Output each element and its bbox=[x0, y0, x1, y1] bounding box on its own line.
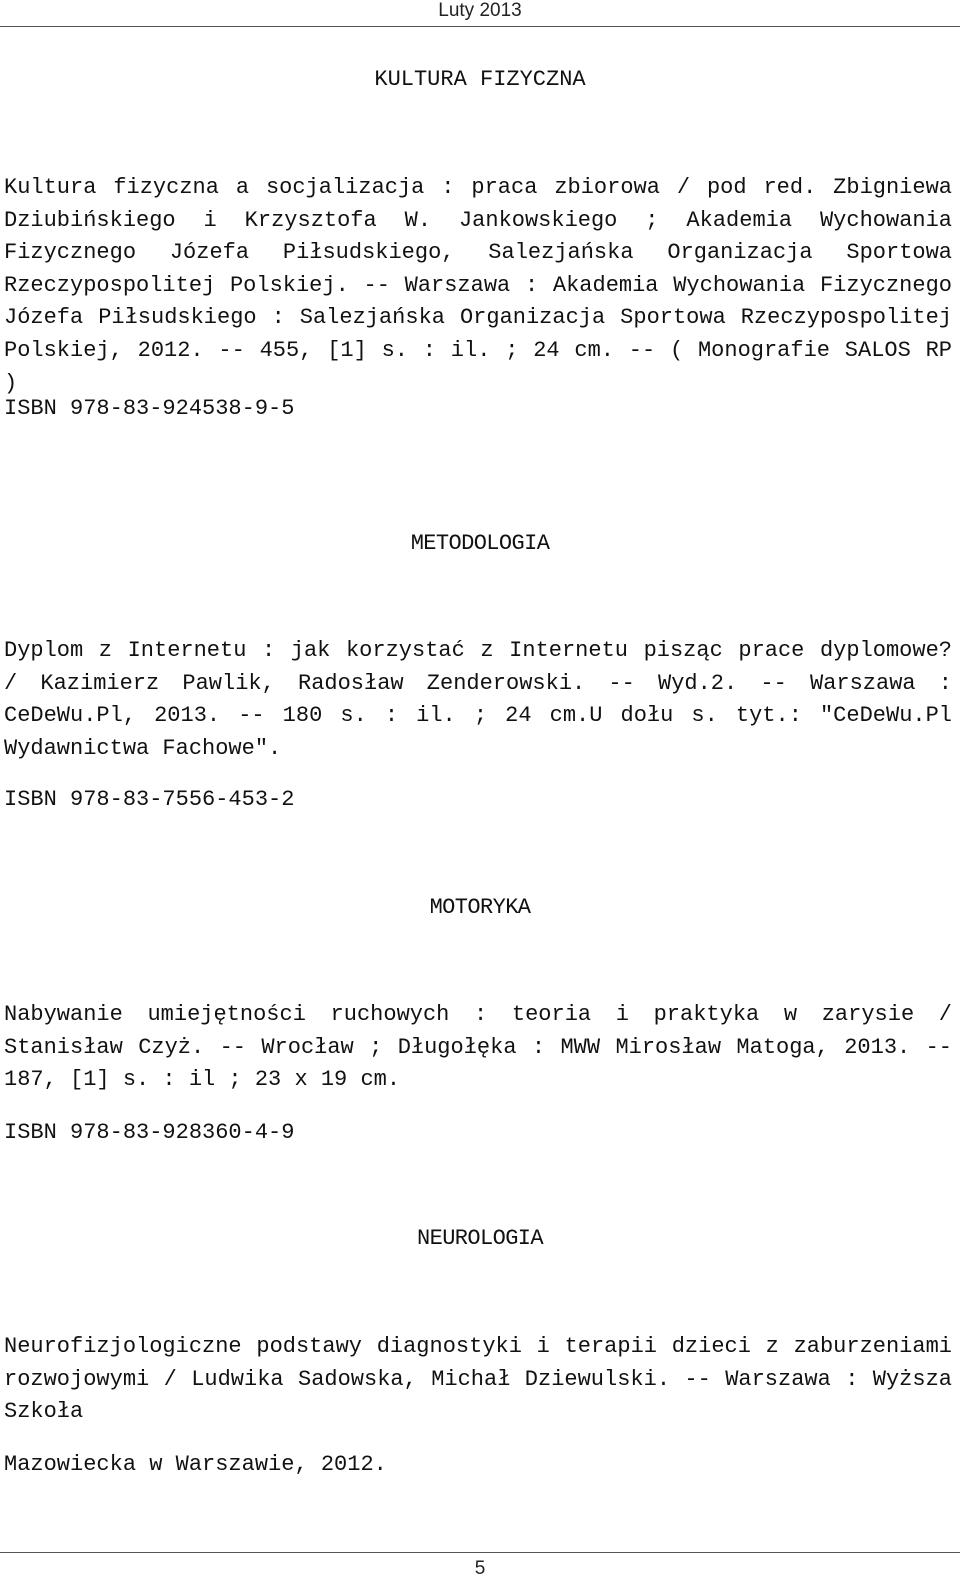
isbn-line: ISBN 978-83-928360-4-9 bbox=[4, 1120, 295, 1145]
page-header bbox=[0, 0, 960, 24]
section-title-metodologia: METODOLOGIA bbox=[410, 531, 550, 556]
page-number: 5 bbox=[474, 1558, 486, 1579]
header-title: Luty 2013 bbox=[438, 0, 522, 21]
footer-divider bbox=[0, 1552, 960, 1553]
header-divider bbox=[0, 26, 960, 27]
section-title-motoryka: MOTORYKA bbox=[429, 895, 531, 920]
bibliographic-entry: Neurofizjologiczne podstawy diagnostyki i terapii dzieci z zaburzeniami rozwojowymi / Ludwika Sadowska, Michał Dziewulski. -- Warszawa : Wyższa Szkoła bbox=[4, 1334, 952, 1425]
section-title-kultura-fizyczna: KULTURA FIZYCZNA bbox=[374, 67, 586, 92]
isbn-line: ISBN 978-83-7556-453-2 bbox=[4, 787, 295, 812]
section-title-neurologia: NEUROLOGIA bbox=[416, 1226, 544, 1251]
entry-continuation: Mazowiecka w Warszawie, 2012. bbox=[4, 1452, 387, 1477]
isbn-line: ISBN 978-83-924538-9-5 bbox=[4, 396, 295, 421]
bibliographic-entry: Kultura fizyczna a socjalizacja : praca zbiorowa / pod red. Zbigniewa Dziubińskiego i Krzysztofa W. Jankowskiego ; Akademia Wychowania Fizycznego Józefa Piłsudskiego, Salezjańska Organizacja Sportowa Rzeczypospolitej Polskiej. -- Warszawa : Akademia Wychowania Fizycznego Józefa Piłsudskiego : Salezjańska Organizacja Sportowa Rzeczypospolitej Polskiej, 2012. -- 455, [1] s. : il. ; 24 cm. -- ( Monografie SALOS RP ) bbox=[4, 175, 952, 396]
bibliographic-entry: Nabywanie umiejętności ruchowych : teoria i praktyka w zarysie / Stanisław Czyż. -- Wrocław ; Długołęka : MWW Mirosław Matoga, 2013. -- 187, [1] s. : il ; 23 x 19 cm. bbox=[4, 1002, 952, 1093]
bibliographic-entry: Dyplom z Internetu : jak korzystać z Internetu pisząc prace dyplomowe? / Kazimierz Pawlik, Radosław Zenderowski. -- Wyd.2. -- Warszawa : CeDeWu.Pl, 2013. -- 180 s. : il. ; 24 cm.U dołu s. tyt.: "CeDeWu.Pl Wydawnictwa Fachowe". bbox=[4, 638, 952, 761]
